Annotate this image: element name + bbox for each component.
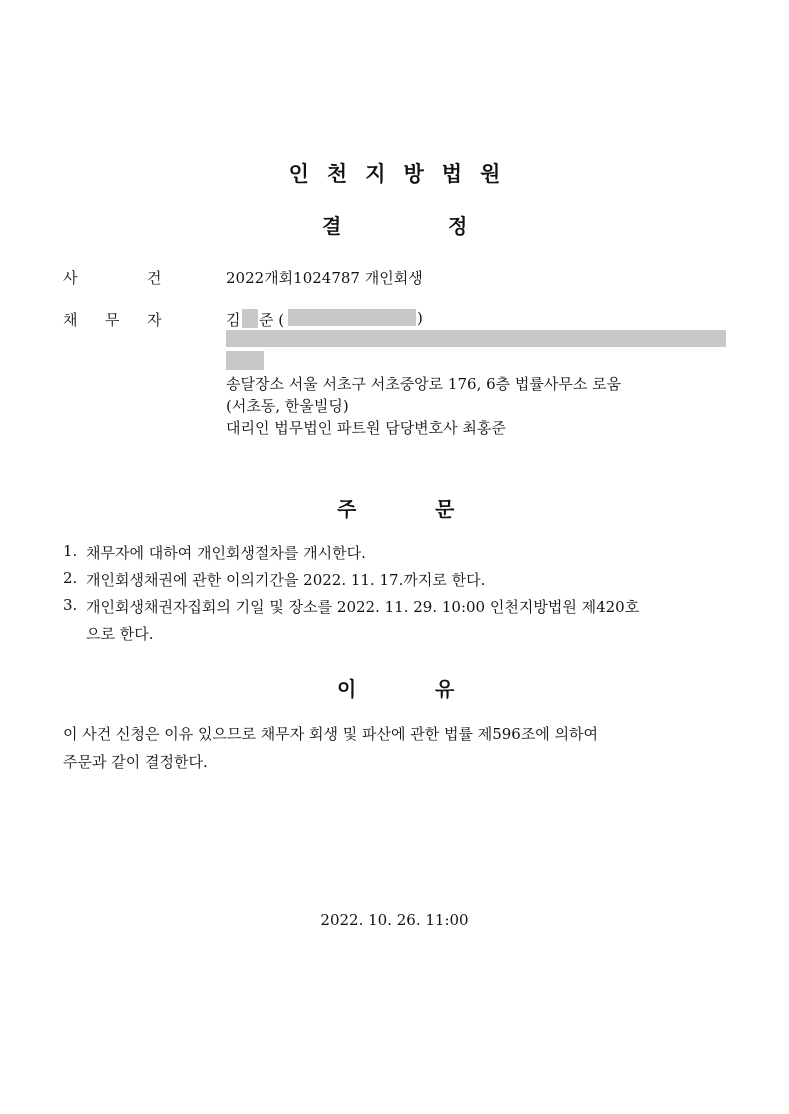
order-1-number: 1. (63, 542, 78, 560)
order-3-text: 개인회생채권자집회의 기일 및 장소를 2022. 11. 29. 10:00 인천지방법원 제420호 (86, 598, 640, 616)
redacted-name (242, 309, 258, 328)
order-2-text: 개인회생채권에 관한 이의기간을 2022. 11. 17.까지로 한다. (86, 571, 486, 589)
debtor-label-1: 채 (63, 311, 78, 329)
court-name: 인천지방법원 (288, 162, 519, 186)
order-3-number: 3. (63, 596, 78, 614)
service-address: 송달장소 서울 서초구 서초중앙로 176, 6층 법률사무소 로움 (226, 375, 622, 393)
case-label-2: 건 (147, 269, 162, 287)
order-2-number: 2. (63, 569, 78, 587)
redacted-address (226, 330, 726, 347)
order-3-text-cont: 으로 한다. (86, 625, 154, 643)
doc-type-right: 정 (448, 214, 468, 238)
reason-heading-right: 유 (435, 677, 455, 701)
debtor-name-first: 김 (226, 311, 241, 329)
service-address-cont: (서초동, 한울빌딩) (226, 397, 349, 415)
order-heading-right: 문 (435, 497, 455, 521)
order-heading-left: 주 (337, 497, 357, 521)
debtor-label-3: 자 (147, 311, 162, 329)
redacted-address-cont (226, 351, 264, 370)
debtor-agent: 대리인 법무법인 파트원 담당변호사 최홍준 (226, 419, 506, 437)
reason-line-2: 주문과 같이 결정한다. (63, 753, 208, 771)
case-number: 2022개회1024787 개인회생 (226, 269, 423, 287)
debtor-name-last: 준 ( (259, 311, 285, 329)
decision-date: 2022. 10. 26. 11:00 (320, 911, 469, 929)
case-label-1: 사 (63, 269, 78, 287)
doc-type-left: 결 (322, 214, 342, 238)
debtor-label-2: 무 (105, 311, 120, 329)
debtor-name-close: ) (417, 309, 423, 327)
reason-heading-left: 이 (337, 677, 357, 701)
order-1-text: 채무자에 대하여 개인회생절차를 개시한다. (86, 544, 366, 562)
reason-line-1: 이 사건 신청은 이유 있으므로 채무자 회생 및 파산에 관한 법률 제596조에 의하여 (63, 725, 599, 743)
redacted-id (288, 309, 416, 326)
